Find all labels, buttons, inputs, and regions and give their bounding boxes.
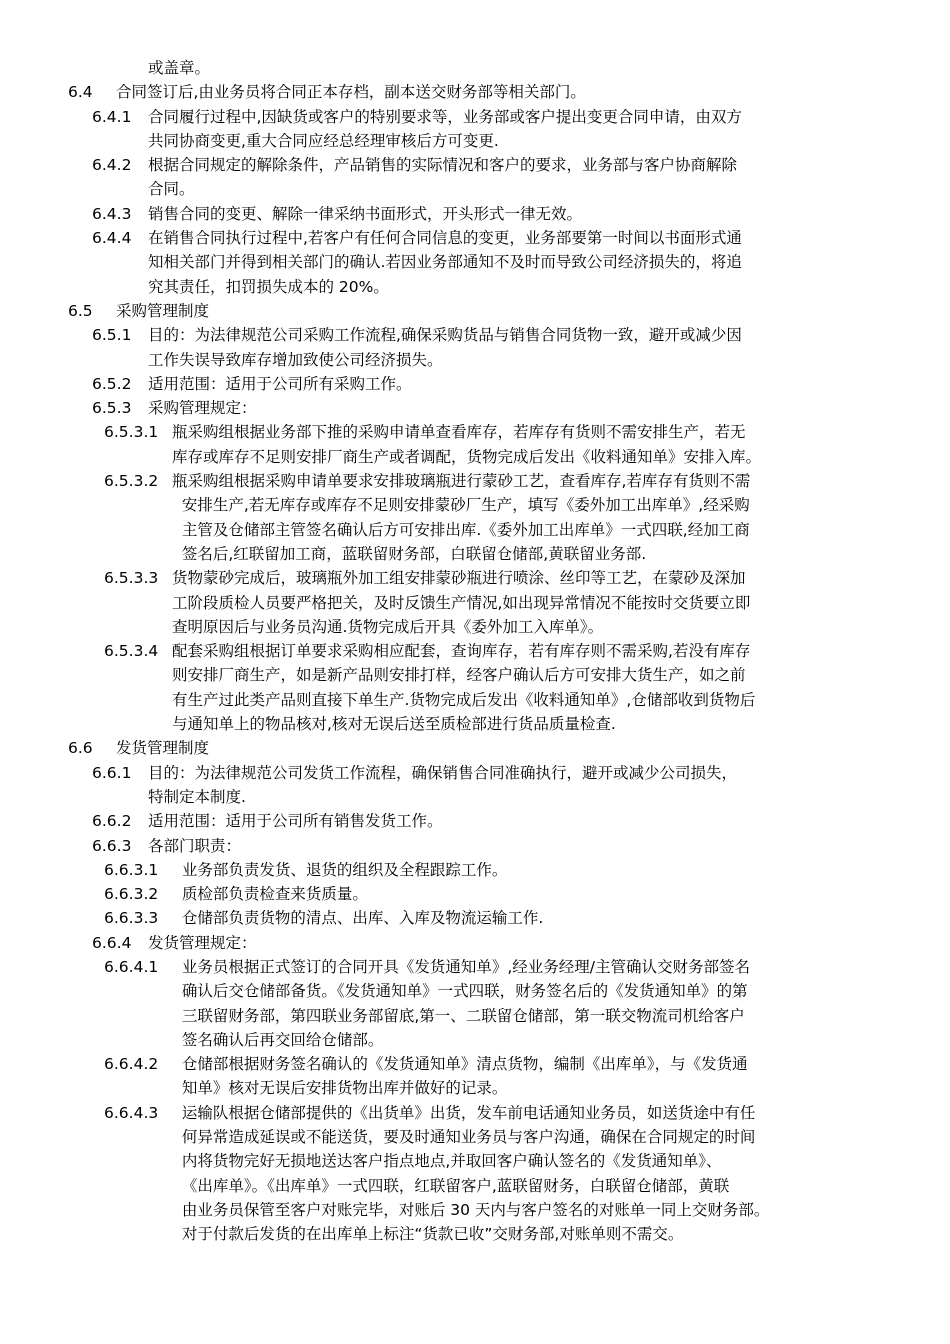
clause-text-line: 运输队根据仓储部提供的《出货单》出货，发车前电话通知业务员，如送货途中有任 — [172, 1103, 756, 1122]
clause-number: 6.5.3.2 — [104, 472, 159, 491]
clause-item — [0, 105, 950, 154]
clause-text-line: 合同签订后,由业务员将合同正本存档，副本送交财务部等相关部门。 — [116, 83, 586, 102]
clause-item — [0, 469, 950, 566]
clause-text-line: 合同履行过程中,因缺货或客户的特别要求等，业务部或客户提出变更合同申请，由双方 — [148, 107, 742, 126]
clause-number: 6.6.1 — [92, 763, 132, 782]
clause-text-line: 三联留财务部，第四联业务部留底,第一、二联留仓储部，第一联交物流司机给客户 — [172, 1006, 745, 1025]
clause-item — [0, 858, 950, 882]
clause-text-line: 业务部负责发货、退货的组织及全程跟踪工作。 — [172, 860, 508, 879]
clause-text-line: 对于付款后发货的在出库单上标注“货款已收”交财务部,对账单则不需交。 — [172, 1225, 684, 1244]
clause-item — [0, 566, 950, 639]
clause-text-line: 适用范围：适用于公司所有销售发货工作。 — [148, 812, 443, 831]
clause-text-line: 《出库单》。《出库单》一式四联，红联留客户,蓝联留财务，白联留仓储部，黄联 — [172, 1176, 730, 1195]
clause-number: 6.5.3.1 — [104, 423, 159, 442]
clause-item — [0, 299, 950, 323]
clause-number: 6.4.3 — [92, 204, 132, 223]
clause-number: 6.6.3.3 — [104, 909, 159, 928]
clause-text-line: 仓储部负责货物的清点、出库、入库及物流运输工作. — [172, 909, 544, 928]
clause-number: 6.6.4 — [92, 933, 132, 952]
clause-item — [0, 906, 950, 930]
clause-text-line: 知相关部门并得到相关部门的确认.若因业务部通知不及时而导致公司经济损失的，将追 — [148, 253, 742, 272]
clause-text-line: 目的：为法律规范公司采购工作流程,确保采购货品与销售合同货物一致，避开或减少因 — [148, 326, 742, 345]
clause-item — [0, 153, 950, 202]
clause-item — [0, 761, 950, 810]
clause-item — [0, 834, 950, 858]
clause-text-line: 与通知单上的物品核对,核对无误后送至质检部进行货品质量检查. — [172, 715, 616, 734]
clause-text-line: 各部门职责： — [148, 836, 242, 855]
clause-number: 6.5.3.4 — [104, 642, 159, 661]
clause-item — [0, 56, 950, 80]
clause-text-line: 确认后交仓储部备货。《发货通知单》一式四联，财务签名后的《发货通知单》的第 — [172, 982, 748, 1001]
clause-number: 6.6.4.1 — [104, 957, 159, 976]
clause-text-line: 业务员根据正式签订的合同开具《发货通知单》,经业务经理/主管确认交财务部签名 — [172, 957, 751, 976]
clause-text-line: 查明原因后与业务员沟通.货物完成后开具《委外加工入库单》。 — [172, 617, 604, 636]
clause-number: 6.5.3 — [92, 399, 132, 418]
clause-text-line: 合同。 — [148, 180, 195, 199]
clause-text-line: 货物蒙砂完成后，玻璃瓶外加工组安排蒙砂瓶进行喷涂、丝印等工艺，在蒙砂及深加 — [172, 569, 746, 588]
clause-text-line: 究其责任，扣罚损失成本的 20%。 — [148, 277, 389, 296]
clause-number: 6.4.1 — [92, 107, 132, 126]
clause-item — [0, 80, 950, 104]
clause-number: 6.6.2 — [92, 812, 132, 831]
clause-text-line: 配套采购组根据订单要求采购相应配套，查询库存，若有库存则不需采购,若没有库存 — [172, 642, 751, 661]
clause-text-line: 签名确认后再交回给仓储部。 — [172, 1030, 384, 1049]
clause-number: 6.5.2 — [92, 374, 132, 393]
clause-text-line: 工阶段质检人员要严格把关，及时反馈生产情况,如出现异常情况不能按时交货要立即 — [172, 593, 751, 612]
clause-text-line: 特制定本制度. — [148, 787, 246, 806]
clause-text-line: 仓储部根据财务签名确认的《发货通知单》清点货物，编制《出库单》，与《发货通 — [172, 1055, 748, 1074]
clause-text-line: 由业务员保管至客户对账完毕，对账后 30 天内与客户签名的对账单一同上交财务部。 — [172, 1200, 770, 1219]
clause-item — [0, 639, 950, 736]
clause-number: 6.6.3.1 — [104, 860, 159, 879]
clause-text-line: 瓶采购组根据采购申请单要求安排玻璃瓶进行蒙砂工艺，查看库存,若库存有货则不需 — [172, 472, 751, 491]
clause-number: 6.4 — [68, 83, 93, 102]
clause-item — [0, 955, 950, 1052]
clause-item — [0, 1052, 950, 1101]
document-page — [0, 56, 950, 1247]
clause-number: 6.6.4.2 — [104, 1055, 159, 1074]
clause-text-line: 质检部负责检查来货质量。 — [172, 885, 368, 904]
clause-item — [0, 202, 950, 226]
clause-text-line: 则安排厂商生产，如是新产品则安排打样，经客户确认后方可安排大货生产，如之前 — [172, 666, 746, 685]
clause-text-line: 适用范围：适用于公司所有采购工作。 — [148, 374, 412, 393]
clause-text-line: 采购管理制度 — [116, 301, 210, 320]
clause-text-line: 发货管理制度 — [116, 739, 210, 758]
clause-text-line: 瓶采购组根据业务部下推的采购申请单查看库存，若库存有货则不需安排生产，若无 — [172, 423, 746, 442]
clause-item — [0, 226, 950, 299]
clause-number: 6.5.1 — [92, 326, 132, 345]
clause-text-line: 销售合同的变更、解除一律采纳书面形式，开头形式一律无效。 — [148, 204, 583, 223]
clause-text-line: 知单》核对无误后安排货物出库并做好的记录。 — [172, 1079, 508, 1098]
clause-text-line: 安排生产,若无库存或库存不足则安排蒙砂厂生产，填写《委外加工出库单》,经采购 — [172, 496, 750, 515]
clause-text-line: 库存或库存不足则安排厂商生产或者调配，货物完成后发出《收料通知单》安排入库。 — [172, 447, 762, 466]
clause-item — [0, 809, 950, 833]
clause-item — [0, 323, 950, 372]
clause-text-line: 或盖章。 — [148, 59, 211, 77]
clause-number: 6.5 — [68, 301, 93, 320]
clause-number: 6.6.3 — [92, 836, 132, 855]
clause-text-line: 根据合同规定的解除条件，产品销售的实际情况和客户的要求，业务部与客户协商解除 — [148, 156, 738, 175]
clause-text-line: 何异常造成延误或不能送货，要及时通知业务员与客户沟通，确保在合同规定的时间 — [172, 1128, 756, 1147]
clause-number: 6.4.2 — [92, 156, 132, 175]
clause-item — [0, 882, 950, 906]
clause-text-line: 在销售合同执行过程中,若客户有任何合同信息的变更，业务部要第一时间以书面形式通 — [148, 229, 742, 248]
clause-text-line: 目的：为法律规范公司发货工作流程，确保销售合同准确执行，避开或减少公司损失， — [148, 763, 738, 782]
clause-text-line: 共同协商变更,重大合同应经总经理审核后方可变更. — [148, 131, 499, 150]
clause-text-line: 有生产过此类产品则直接下单生产.货物完成后发出《收料通知单》,仓储部收到货物后 — [172, 690, 756, 709]
clause-item — [0, 396, 950, 420]
clause-item — [0, 1101, 950, 1247]
clause-text-line: 主管及仓储部主管签名确认后方可安排出库.《委外加工出库单》一式四联,经加工商 — [172, 520, 750, 539]
clause-text-line: 签名后,红联留加工商，蓝联留财务部，白联留仓储部,黄联留业务部. — [172, 544, 647, 563]
clause-item — [0, 736, 950, 760]
clause-number: 6.5.3.3 — [104, 569, 159, 588]
clause-item — [0, 931, 950, 955]
clause-number: 6.6 — [68, 739, 93, 758]
clause-text-line: 内将货物完好无损地送达客户指点地点,并取回客户确认签名的《发货通知单》、 — [172, 1152, 722, 1171]
clause-text-line: 工作失误导致库存增加致使公司经济损失。 — [148, 350, 443, 369]
clause-number: 6.4.4 — [92, 229, 132, 248]
clause-item — [0, 420, 950, 469]
clause-number: 6.6.4.3 — [104, 1103, 159, 1122]
clause-item — [0, 372, 950, 396]
clause-text-line: 采购管理规定： — [148, 399, 257, 418]
clause-text-line: 发货管理规定： — [148, 933, 257, 952]
clause-number: 6.6.3.2 — [104, 885, 159, 904]
